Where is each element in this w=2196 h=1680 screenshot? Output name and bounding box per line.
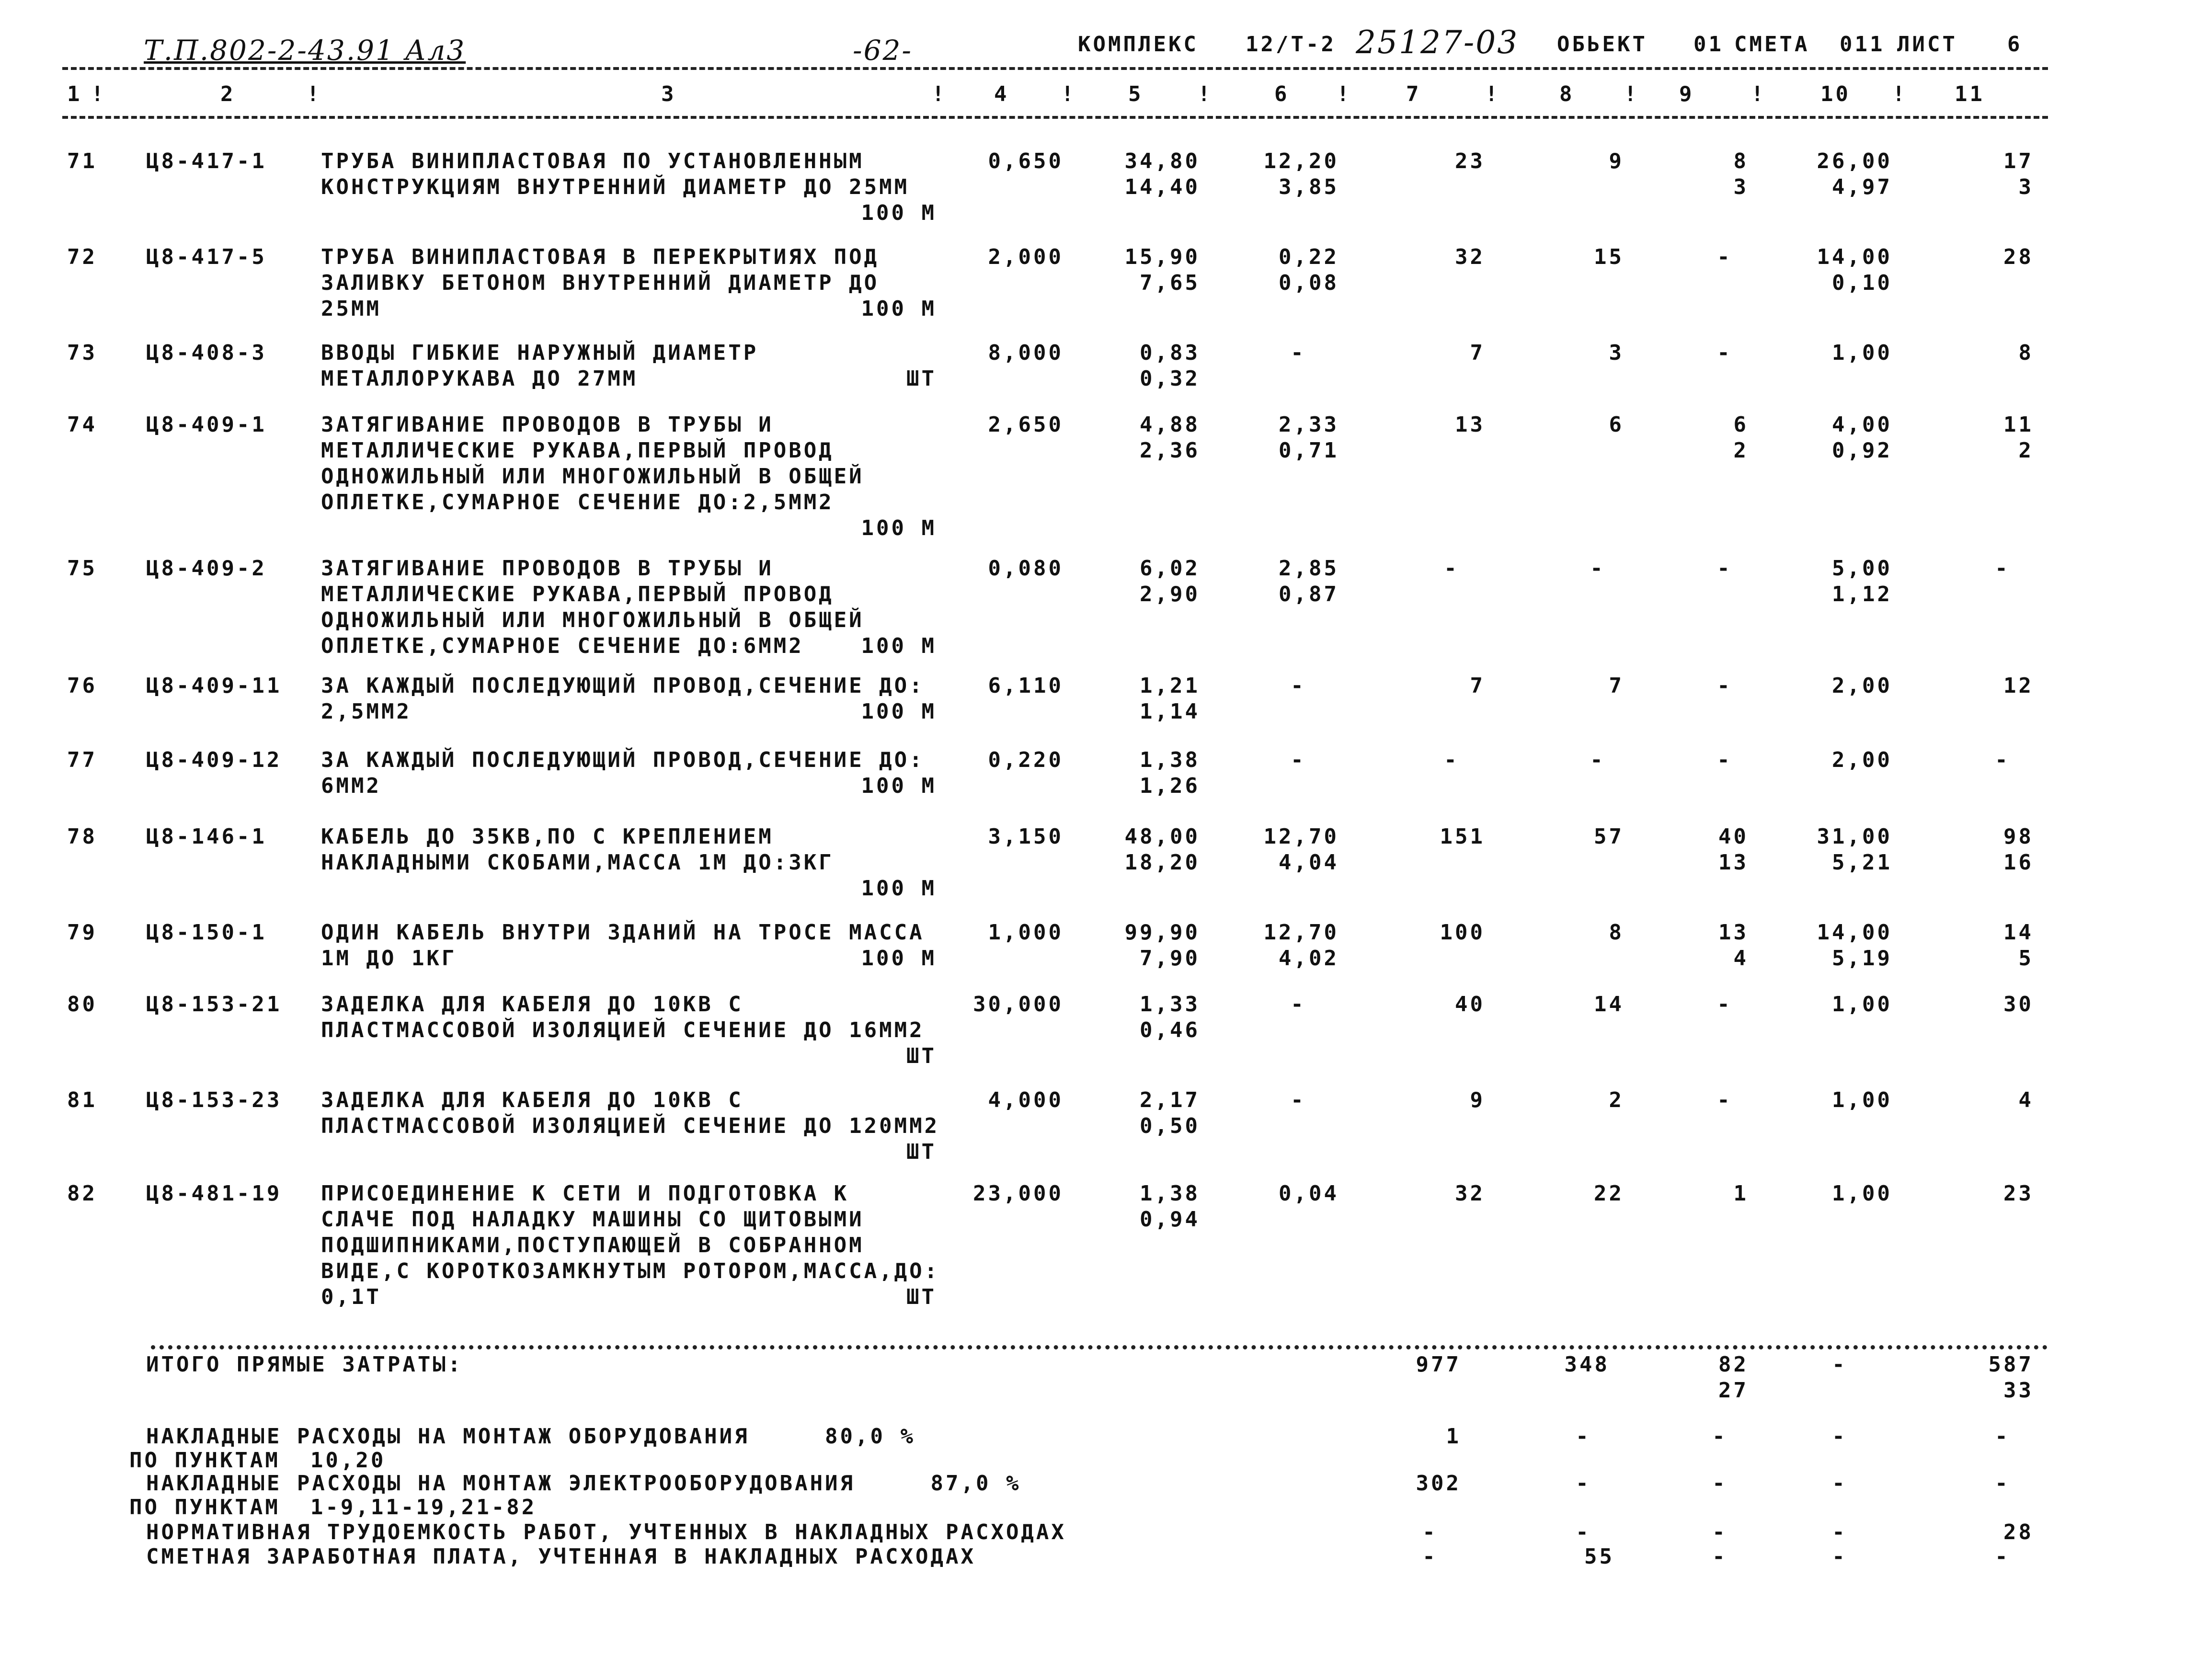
row-c7: 7 bbox=[1470, 674, 1485, 698]
row-c5: 18,20 bbox=[1124, 850, 1200, 875]
row-c11: 12 bbox=[2003, 674, 2034, 698]
row-number: 75 bbox=[67, 556, 97, 581]
row-description-line: ЗАТЯГИВАНИЕ ПРОВОДОВ В ТРУБЫ И bbox=[321, 412, 774, 437]
row-description-line: НАКЛАДНЫМИ СКОБАМИ,МАССА 1М ДО:3КГ bbox=[321, 850, 834, 875]
row-code: Ц8-409-2 bbox=[146, 556, 267, 581]
row-c6: - bbox=[1291, 1088, 1306, 1112]
row-c9: - bbox=[1717, 674, 1732, 698]
row-c5: 6,02 bbox=[1140, 556, 1200, 581]
column-number: 5 bbox=[1128, 82, 1144, 106]
row-c5: 99,90 bbox=[1124, 920, 1200, 945]
row-c7: 23 bbox=[1455, 149, 1485, 173]
row-unit: ШТ bbox=[906, 366, 937, 391]
row-number: 81 bbox=[67, 1088, 97, 1112]
row-unit: 100 М bbox=[861, 774, 937, 798]
row-c5: 34,80 bbox=[1124, 149, 1200, 173]
row-c6: - bbox=[1291, 748, 1306, 772]
column-separators: ! bbox=[307, 82, 322, 106]
row-c6: 2,85 bbox=[1279, 556, 1339, 581]
row-c7: 13 bbox=[1455, 412, 1485, 437]
row-c10: 4,97 bbox=[1832, 175, 1892, 199]
row-number: 73 bbox=[67, 341, 97, 365]
row-c10: 5,19 bbox=[1832, 946, 1892, 971]
overhead-label: НОРМАТИВНАЯ ТРУДОЕМКОСТЬ РАБОТ, УЧТЕННЫХ В НАКЛАДНЫХ РАСХОДАХ bbox=[146, 1520, 1066, 1544]
row-c7: - bbox=[1444, 556, 1459, 581]
row-unit: 100 М bbox=[861, 634, 937, 658]
row-c9: - bbox=[1717, 245, 1732, 269]
row-c9: 3 bbox=[1733, 175, 1749, 199]
row-code: Ц8-409-12 bbox=[146, 748, 282, 772]
totals-c9-2: 27 bbox=[1718, 1378, 1749, 1403]
row-c7: 100 bbox=[1440, 920, 1485, 945]
overhead-points: ПО ПУНКТАМ 10,20 bbox=[129, 1448, 386, 1473]
row-code: Ц8-150-1 bbox=[146, 920, 267, 945]
column-number: 8 bbox=[1559, 82, 1575, 106]
sheet-label: ЛИСТ bbox=[1897, 32, 1957, 57]
row-number: 76 bbox=[67, 674, 97, 698]
row-c10: 0,10 bbox=[1832, 271, 1892, 295]
row-c11: 23 bbox=[2003, 1181, 2034, 1206]
column-separators: ! bbox=[1198, 82, 1213, 106]
row-qty: 3,150 bbox=[988, 824, 1064, 849]
row-description-line: ЗА КАЖДЫЙ ПОСЛЕДУЮЩИЙ ПРОВОД,СЕЧЕНИЕ ДО: bbox=[321, 674, 925, 698]
row-description-line: ОДИН КАБЕЛЬ ВНУТРИ ЗДАНИЙ НА ТРОСЕ МАССА bbox=[321, 920, 925, 945]
row-c10: 2,00 bbox=[1832, 748, 1892, 772]
row-c8: 9 bbox=[1609, 149, 1624, 173]
row-qty: 2,650 bbox=[988, 412, 1064, 437]
row-qty: 4,000 bbox=[988, 1088, 1064, 1112]
row-c6: 0,08 bbox=[1279, 271, 1339, 295]
row-c9: 13 bbox=[1718, 850, 1749, 875]
row-c5: 15,90 bbox=[1124, 245, 1200, 269]
column-separators: ! bbox=[1624, 82, 1639, 106]
row-c9: 1 bbox=[1733, 1181, 1749, 1206]
row-c9: 40 bbox=[1718, 824, 1749, 849]
row-c6: 0,04 bbox=[1279, 1181, 1339, 1206]
totals-c11-2: 33 bbox=[2003, 1378, 2034, 1403]
row-c5: 0,83 bbox=[1140, 341, 1200, 365]
row-c10: 1,00 bbox=[1832, 992, 1892, 1017]
column-number: 9 bbox=[1679, 82, 1694, 106]
row-c11: 8 bbox=[2018, 341, 2034, 365]
row-c6: 12,70 bbox=[1263, 920, 1339, 945]
column-separators: ! bbox=[1485, 82, 1500, 106]
row-c9: 13 bbox=[1718, 920, 1749, 945]
row-c11: 2 bbox=[2018, 438, 2034, 463]
row-number: 74 bbox=[67, 412, 97, 437]
column-number: 6 bbox=[1274, 82, 1290, 106]
column-separators: ! bbox=[932, 82, 947, 106]
row-c6: 0,71 bbox=[1279, 438, 1339, 463]
overhead-points: ПО ПУНКТАМ 1-9,11-19,21-82 bbox=[129, 1495, 537, 1520]
row-c5: 7,65 bbox=[1140, 271, 1200, 295]
row-c6: - bbox=[1291, 674, 1306, 698]
page-number: -62- bbox=[853, 34, 913, 67]
row-number: 72 bbox=[67, 245, 97, 269]
row-qty: 1,000 bbox=[988, 920, 1064, 945]
row-c6: - bbox=[1291, 341, 1306, 365]
row-number: 78 bbox=[67, 824, 97, 849]
row-unit: ШТ bbox=[906, 1044, 937, 1068]
row-c10: 1,12 bbox=[1832, 582, 1892, 606]
row-c7: - bbox=[1444, 748, 1459, 772]
sheet-value: 6 bbox=[2007, 32, 2023, 57]
smeta-label: СМЕТА bbox=[1734, 32, 1810, 57]
row-c9: 4 bbox=[1733, 946, 1749, 971]
row-c8: 3 bbox=[1609, 341, 1624, 365]
overhead-c8: - bbox=[1576, 1471, 1591, 1496]
row-c5: 2,17 bbox=[1140, 1088, 1200, 1112]
row-c7: 32 bbox=[1455, 245, 1485, 269]
row-c5: 2,90 bbox=[1140, 582, 1200, 606]
totals-c11-1: 587 bbox=[1988, 1352, 2034, 1377]
row-c11: 3 bbox=[2018, 175, 2034, 199]
row-number: 82 bbox=[67, 1181, 97, 1206]
overhead-c9: - bbox=[1712, 1424, 1727, 1449]
overhead-c11: 28 bbox=[2003, 1520, 2034, 1544]
row-c10: 4,00 bbox=[1832, 412, 1892, 437]
row-c10: 5,21 bbox=[1832, 850, 1892, 875]
overhead-c8: - bbox=[1576, 1424, 1591, 1449]
row-description-line: ВИДЕ,С КОРОТКОЗАМКНУТЫМ РОТОРОМ,МАССА,ДО: bbox=[321, 1259, 940, 1283]
row-code: Ц8-409-1 bbox=[146, 412, 267, 437]
column-number: 10 bbox=[1820, 82, 1851, 106]
overhead-c7: - bbox=[1422, 1544, 1438, 1569]
row-c8: 7 bbox=[1609, 674, 1624, 698]
row-c11: 17 bbox=[2003, 149, 2034, 173]
row-code: Ц8-481-19 bbox=[146, 1181, 282, 1206]
row-description-line: ПРИСОЕДИНЕНИЕ К СЕТИ И ПОДГОТОВКА К bbox=[321, 1181, 849, 1206]
row-c10: 1,00 bbox=[1832, 1181, 1892, 1206]
totals-label: ИТОГО ПРЯМЫЕ ЗАТРАТЫ: bbox=[146, 1352, 463, 1377]
row-unit: 100 М bbox=[861, 699, 937, 724]
row-qty: 23,000 bbox=[973, 1181, 1064, 1206]
row-description-line: КОНСТРУКЦИЯМ ВНУТРЕННИЙ ДИАМЕТР ДО 25ММ bbox=[321, 175, 910, 199]
object-label: ОБЬЕКТ bbox=[1557, 32, 1647, 57]
row-c11: 5 bbox=[2018, 946, 2034, 971]
row-c8: 22 bbox=[1594, 1181, 1624, 1206]
row-description-line: 0,1Т bbox=[321, 1285, 381, 1309]
row-description-line: 2,5ММ2 bbox=[321, 699, 412, 724]
row-c11: 28 bbox=[2003, 245, 2034, 269]
row-c8: 15 bbox=[1594, 245, 1624, 269]
row-c6: 12,20 bbox=[1263, 149, 1339, 173]
row-c8: 8 bbox=[1609, 920, 1624, 945]
row-description-line: ОПЛЕТКЕ,СУМАРНОЕ СЕЧЕНИЕ ДО:6ММ2 bbox=[321, 634, 804, 658]
row-qty: 0,650 bbox=[988, 149, 1064, 173]
row-description-line: ЗАЛИВКУ БЕТОНОМ ВНУТРЕННИЙ ДИАМЕТР ДО bbox=[321, 271, 880, 295]
row-description-line: ТРУБА ВИНИПЛАСТОВАЯ В ПЕРЕКРЫТИЯХ ПОД bbox=[321, 245, 880, 269]
row-c10: 5,00 bbox=[1832, 556, 1892, 581]
column-number: 11 bbox=[1955, 82, 1985, 106]
row-c6: 12,70 bbox=[1263, 824, 1339, 849]
row-c10: 31,00 bbox=[1817, 824, 1892, 849]
object-value: 01 bbox=[1693, 32, 1724, 57]
overhead-c7: - bbox=[1422, 1520, 1438, 1544]
row-number: 79 bbox=[67, 920, 97, 945]
totals-c7: 977 bbox=[1416, 1352, 1461, 1377]
column-number: 2 bbox=[220, 82, 236, 106]
row-description-line: МЕТАЛЛОРУКАВА ДО 27ММ bbox=[321, 366, 638, 391]
row-number: 77 bbox=[67, 748, 97, 772]
row-description-line: ЗА КАЖДЫЙ ПОСЛЕДУЮЩИЙ ПРОВОД,СЕЧЕНИЕ ДО: bbox=[321, 748, 925, 772]
row-c9: 2 bbox=[1733, 438, 1749, 463]
row-description-line: КАБЕЛЬ ДО 35КВ,ПО С КРЕПЛЕНИЕМ bbox=[321, 824, 774, 849]
column-separators: ! bbox=[1751, 82, 1766, 106]
row-description-line: 1М ДО 1КГ bbox=[321, 946, 457, 971]
overhead-c11: - bbox=[1995, 1424, 2010, 1449]
row-c9: - bbox=[1717, 556, 1732, 581]
row-c5: 2,36 bbox=[1140, 438, 1200, 463]
header-rule-bottom bbox=[62, 116, 2048, 119]
handwritten-code: 25127-03 bbox=[1356, 24, 1519, 61]
row-c6: 4,04 bbox=[1279, 850, 1339, 875]
row-code: Ц8-417-1 bbox=[146, 149, 267, 173]
row-code: Ц8-417-5 bbox=[146, 245, 267, 269]
row-c6: 0,22 bbox=[1279, 245, 1339, 269]
row-description-line: СЛАЧЕ ПОД НАЛАДКУ МАШИНЫ СО ЩИТОВЫМИ bbox=[321, 1207, 864, 1232]
row-c8: - bbox=[1590, 556, 1605, 581]
row-code: Ц8-408-3 bbox=[146, 341, 267, 365]
column-number: 4 bbox=[994, 82, 1009, 106]
row-unit: ШТ bbox=[906, 1285, 937, 1309]
row-c5: 0,32 bbox=[1140, 366, 1200, 391]
column-separators: ! bbox=[1337, 82, 1352, 106]
row-c6: 3,85 bbox=[1279, 175, 1339, 199]
row-description-line: ПОДШИПНИКАМИ,ПОСТУПАЮЩЕЙ В СОБРАННОМ bbox=[321, 1233, 864, 1257]
row-qty: 0,220 bbox=[988, 748, 1064, 772]
row-code: Ц8-153-23 bbox=[146, 1088, 282, 1112]
overhead-c11: - bbox=[1995, 1544, 2010, 1569]
row-c8: 57 bbox=[1594, 824, 1624, 849]
overhead-c8: 55 bbox=[1584, 1544, 1614, 1569]
row-description-line: ВВОДЫ ГИБКИЕ НАРУЖНЫЙ ДИАМЕТР bbox=[321, 341, 759, 365]
header-rule-top bbox=[62, 67, 2048, 70]
overhead-label: НАКЛАДНЫЕ РАСХОДЫ НА МОНТАЖ ЭЛЕКТРООБОРУДОВАНИЯ 87,0 % bbox=[146, 1471, 1021, 1496]
row-c7: 40 bbox=[1455, 992, 1485, 1017]
row-c10: 26,00 bbox=[1817, 149, 1892, 173]
row-c7: 7 bbox=[1470, 341, 1485, 365]
row-c6: 4,02 bbox=[1279, 946, 1339, 971]
column-number: 7 bbox=[1406, 82, 1421, 106]
row-c11: 98 bbox=[2003, 824, 2034, 849]
row-description-line: 25ММ bbox=[321, 297, 381, 321]
row-description-line: ПЛАСТМАССОВОЙ ИЗОЛЯЦИЕЙ СЕЧЕНИЕ ДО 16ММ2 bbox=[321, 1018, 925, 1042]
row-c5: 0,50 bbox=[1140, 1114, 1200, 1138]
row-description-line: ЗАТЯГИВАНИЕ ПРОВОДОВ В ТРУБЫ И bbox=[321, 556, 774, 581]
row-c5: 1,21 bbox=[1140, 674, 1200, 698]
row-c9: - bbox=[1717, 1088, 1732, 1112]
totals-c8: 348 bbox=[1564, 1352, 1610, 1377]
row-c10: 14,00 bbox=[1817, 245, 1892, 269]
row-c5: 4,88 bbox=[1140, 412, 1200, 437]
row-c5: 1,33 bbox=[1140, 992, 1200, 1017]
column-number: 3 bbox=[661, 82, 676, 106]
row-qty: 8,000 bbox=[988, 341, 1064, 365]
column-separators: ! bbox=[1061, 82, 1076, 106]
row-c11: 30 bbox=[2003, 992, 2034, 1017]
row-c6: - bbox=[1291, 992, 1306, 1017]
row-unit: 100 М bbox=[861, 946, 937, 971]
row-c11: 16 bbox=[2003, 850, 2034, 875]
row-unit: 100 М bbox=[861, 297, 937, 321]
row-description-line: 6ММ2 bbox=[321, 774, 381, 798]
complex-label: КОМПЛЕКС bbox=[1078, 32, 1199, 57]
row-number: 80 bbox=[67, 992, 97, 1017]
row-qty: 6,110 bbox=[988, 674, 1064, 698]
row-c9: 8 bbox=[1733, 149, 1749, 173]
project-code: Т.П.802-2-43.91 Ал3 bbox=[144, 34, 466, 67]
overhead-c10: - bbox=[1832, 1544, 1847, 1569]
row-c5: 48,00 bbox=[1124, 824, 1200, 849]
row-c11: - bbox=[1995, 556, 2010, 581]
row-c9: - bbox=[1717, 341, 1732, 365]
overhead-c9: - bbox=[1712, 1471, 1727, 1496]
row-description-line: ЗАДЕЛКА ДЛЯ КАБЕЛЯ ДО 10КВ С bbox=[321, 992, 743, 1017]
column-number: 1 bbox=[67, 82, 82, 106]
row-unit: 100 М bbox=[861, 201, 937, 225]
row-c11: 14 bbox=[2003, 920, 2034, 945]
overhead-c10: - bbox=[1832, 1471, 1847, 1496]
row-qty: 0,080 bbox=[988, 556, 1064, 581]
overhead-c9: - bbox=[1712, 1520, 1727, 1544]
row-c5: 0,46 bbox=[1140, 1018, 1200, 1042]
overhead-c10: - bbox=[1832, 1424, 1847, 1449]
row-c5: 1,38 bbox=[1140, 1181, 1200, 1206]
overhead-c10: - bbox=[1832, 1520, 1847, 1544]
row-c10: 1,00 bbox=[1832, 1088, 1892, 1112]
row-description-line: ПЛАСТМАССОВОЙ ИЗОЛЯЦИЕЙ СЕЧЕНИЕ ДО 120ММ2 bbox=[321, 1114, 940, 1138]
row-c5: 7,90 bbox=[1140, 946, 1200, 971]
row-description-line: МЕТАЛЛИЧЕСКИЕ РУКАВА,ПЕРВЫЙ ПРОВОД bbox=[321, 438, 834, 463]
column-separators: ! bbox=[91, 82, 106, 106]
row-c7: 32 bbox=[1455, 1181, 1485, 1206]
row-description-line: ЗАДЕЛКА ДЛЯ КАБЕЛЯ ДО 10КВ С bbox=[321, 1088, 743, 1112]
row-number: 71 bbox=[67, 149, 97, 173]
column-separators: ! bbox=[1892, 82, 1908, 106]
totals-divider bbox=[151, 1345, 2048, 1349]
row-c5: 1,38 bbox=[1140, 748, 1200, 772]
row-c10: 1,00 bbox=[1832, 341, 1892, 365]
row-c7: 9 bbox=[1470, 1088, 1485, 1112]
row-description-line: ОПЛЕТКЕ,СУМАРНОЕ СЕЧЕНИЕ ДО:2,5ММ2 bbox=[321, 490, 834, 514]
row-c10: 2,00 bbox=[1832, 674, 1892, 698]
overhead-label: НАКЛАДНЫЕ РАСХОДЫ НА МОНТАЖ ОБОРУДОВАНИЯ 80,0 % bbox=[146, 1424, 916, 1449]
row-c9: - bbox=[1717, 992, 1732, 1017]
complex-value: 12/Т-2 bbox=[1246, 32, 1336, 57]
row-c6: 0,87 bbox=[1279, 582, 1339, 606]
row-c11: - bbox=[1995, 748, 2010, 772]
row-c8: 2 bbox=[1609, 1088, 1624, 1112]
overhead-c9: - bbox=[1712, 1544, 1727, 1569]
row-unit: 100 М bbox=[861, 876, 937, 901]
row-c10: 14,00 bbox=[1817, 920, 1892, 945]
row-c8: 14 bbox=[1594, 992, 1624, 1017]
overhead-c11: - bbox=[1995, 1471, 2010, 1496]
row-c8: - bbox=[1590, 748, 1605, 772]
row-c8: 6 bbox=[1609, 412, 1624, 437]
row-qty: 30,000 bbox=[973, 992, 1064, 1017]
row-c6: 2,33 bbox=[1279, 412, 1339, 437]
row-c11: 4 bbox=[2018, 1088, 2034, 1112]
smeta-value: 011 bbox=[1840, 32, 1885, 57]
row-code: Ц8-409-11 bbox=[146, 674, 282, 698]
row-c5: 14,40 bbox=[1124, 175, 1200, 199]
overhead-c8: - bbox=[1576, 1520, 1591, 1544]
row-description-line: ОДНОЖИЛЬНЫЙ ИЛИ МНОГОЖИЛЬНЫЙ В ОБЩЕЙ bbox=[321, 608, 864, 632]
row-qty: 2,000 bbox=[988, 245, 1064, 269]
overhead-c7: 1 bbox=[1446, 1424, 1461, 1449]
row-c9: - bbox=[1717, 748, 1732, 772]
row-unit: ШТ bbox=[906, 1140, 937, 1164]
row-description-line: МЕТАЛЛИЧЕСКИЕ РУКАВА,ПЕРВЫЙ ПРОВОД bbox=[321, 582, 834, 606]
row-c11: 11 bbox=[2003, 412, 2034, 437]
overhead-label: СМЕТНАЯ ЗАРАБОТНАЯ ПЛАТА, УЧТЕННАЯ В НАКЛАДНЫХ РАСХОДАХ bbox=[146, 1544, 976, 1569]
row-unit: 100 М bbox=[861, 516, 937, 540]
row-code: Ц8-146-1 bbox=[146, 824, 267, 849]
row-c10: 0,92 bbox=[1832, 438, 1892, 463]
overhead-c7: 302 bbox=[1416, 1471, 1461, 1496]
row-description-line: ТРУБА ВИНИПЛАСТОВАЯ ПО УСТАНОВЛЕННЫМ bbox=[321, 149, 864, 173]
row-c5: 0,94 bbox=[1140, 1207, 1200, 1232]
totals-c9-1: 82 bbox=[1718, 1352, 1749, 1377]
row-c5: 1,14 bbox=[1140, 699, 1200, 724]
row-code: Ц8-153-21 bbox=[146, 992, 282, 1017]
row-c7: 151 bbox=[1440, 824, 1485, 849]
row-c5: 1,26 bbox=[1140, 774, 1200, 798]
row-description-line: ОДНОЖИЛЬНЫЙ ИЛИ МНОГОЖИЛЬНЫЙ В ОБЩЕЙ bbox=[321, 464, 864, 489]
totals-c10: - bbox=[1832, 1352, 1847, 1377]
row-c9: 6 bbox=[1733, 412, 1749, 437]
